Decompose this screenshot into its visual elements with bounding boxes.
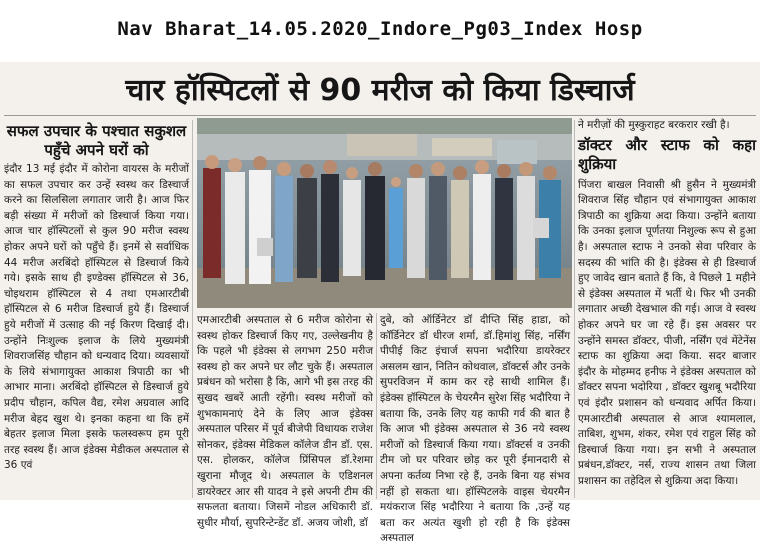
- column-4: [578, 118, 756, 498]
- column-4-lead: ने मरीज़ों की मुस्कुराहट बरकरार रखी है।: [578, 119, 730, 131]
- column-2-text: एमआरटीबी अस्पताल से 6 मरीज कोरोना से स्वस्थ होकर डिस्चार्ज किए गए, उल्लेखनीय है कि पहले भी इंडेक्स से लगभग 250 मरीज स्वस्थ हो कर अपने घर लौट चुके हैं। अस्पताल प्रबंधन को भरोसा है कि, आगे भी इस तरह की सुखद खबरें आती रहेंगी। स्वस्थ मरीजों को शुभकामनाएं देने के लिए आज इंडेक्स अस्पताल परिसर में पूर्व बीजेपी विधायक राजेश सोनकर, इंडेक्स मेडिकल कॉलेज डीन डॉ. एस. एस. होलकर, कॉलेज प्रिंसिपल डॉ.रेशमा खुराना मौजूद थे। अस्पताल के एडिशनल डायरेक्टर आर सी यादव ने इसे अपनी टीम की सफलता बताया। जिसमें नोडल अधिकारी डॉ. सुधीर मौर्या, सुपरिन्टेन्डेंट डॉ. अजय जोशी, डॉ: [197, 314, 373, 529]
- column-3-text: दुबे, को ऑर्डिनेटर डॉ दीप्ति सिंह हाडा, को कॉर्डिनेटर डॉ धीरज शर्मा, डॉ.हिमांशु सिंह, नर्सिंग पीपीई किट इंचार्ज सपना भदौरिया डायरेक्टर असलम खान, नितिन कोथवाल, डॉक्टर्स और उनके सुपरविजन में काम कर रहे साथी शामिल हैं। इंडेक्स हॉस्पिटल के चेयरमैन सुरेश सिंह भदौरिया ने बताया कि, उनके लिए यह काफी गर्व की बात है कि आज भी इंडेक्स अस्पताल से 36 नये स्वस्थ मरीजों को डिस्चार्ज किया गया। डॉक्टर्स व उनकी टीम जो घर परिवार छोड़ कर पूरी ईमानदारी से अपना कर्तव्य निभा रहे हैं, उनके बिना यह संभव नहीं हो सकता था। हॉस्पिटलके वाइस चेयरमैन मयंकराज सिंह भदौरिया ने बताया कि ,उन्हें यह बता कर अत्यंत खुशी हो रही है कि इंडेक्स अस्पताल: [380, 314, 570, 545]
- column-3: [380, 313, 570, 545]
- column-1: [4, 122, 189, 498]
- column-1-text: इंदौर 13 मई इंदौर में कोरोना वायरस के मरीजों का सफल उपचार कर उन्हें स्वस्थ कर डिस्चार्ज करने का सिलसिला लगातार जारी है। आज फिर बड़ी संख्या में मरीजों को डिस्चार्ज किया गया। आज चार हॉस्पिटलों से कुल 90 मरीज स्वस्थ होकर अपने घरों को पहुँचे हैं। इनमें से सर्वाधिक 44 मरीज अरबिंदो हॉस्पिटल से डिस्चार्ज किये गये। इसके साथ ही इण्डेक्स हॉस्पिटल से 36, चोइथराम हॉस्पिटल से 4 तथा एमआरटीबी हॉस्पिटल से 6 मरीज डिस्चार्ज हुये हैं। डिस्चार्ज हुये मरीजों में उत्साह की नई किरण दिखाई दी। उन्होंने निःशुल्क इलाज के लिये मुख्यमंत्री शिवराजसिंह चौहान को धन्यवाद दिया। व्यवसायों के लिये संभागायुक्त आकाश त्रिपाठी का भी आभार माना। अरबिंदो हॉस्पिटल से डिस्चार्ज हुये प्रदीप चौहान, कपिल वैद्य, रमेश अग्रवाल आदि मरीज बेहद खुश थे। इनका कहना था कि हमें बेहतर इलाज मिला इसके फलस्वरूप हम पूरी तरह स्वस्थ हैं। आज इंडेक्स मेडीकल अस्पताल से 36 एवं: [4, 163, 189, 472]
- headline: चार हॉस्पिटलों से 90 मरीज को किया डिस्चार्ज: [125, 72, 635, 108]
- newspaper-clipping: [0, 62, 760, 545]
- column-4-subheading: डॉक्टर और स्टाफ को कहा शुक्रिया: [578, 135, 756, 173]
- clipping-caption: Nav Bharat_14.05.2020_Indore_Pg03_Index Hosp: [117, 18, 643, 40]
- news-photo: [197, 118, 572, 308]
- discharged-patients-photo: [197, 118, 572, 308]
- column-1-subheading: सफल उपचार के पश्चात सकुशल पहुँचे अपने घरों को: [6, 122, 187, 159]
- column-4-text: पिंजरा बाखल निवासी श्री हुसैन ने मुख्यमंत्री शिवराज सिंह चौहान एवं संभागायुक्त आकाश त्रिपाठी का शुक्रिया अदा किया। उन्होंने बताया कि उनका इलाज पूर्णतया निशुल्क रूप से हुआ है। अस्पताल स्टाफ ने उनको सेवा परिवार के सदस्य की भांति की है। इंडेक्स से ही डिस्चार्ज हुए जावेद खान बताते हैं कि, वे पिछले 1 महीने से इंडेक्स अस्पताल में भर्ती थे। फिर भी उनकी लगातार अच्छी देखभाल की गई। आज वे स्वस्थ होकर अपने घर जा रहे हैं। इस अवसर पर उन्होंने समस्त डॉक्टर, पीजी, नर्सिंग एवं मेंटेनेंस स्टाफ का शुक्रिया अदा किया. सदर बाजार इंदौर के मोहम्मद हनीफ ने इंडेक्स अस्पताल को डॉक्टर सपना भदोरिया , डॉक्टर खुशबू भदौरिया एवं इंदौर प्रशासन को धन्यवाद अर्पित किया। एमआरटीबी अस्पताल से आज श्यामलाल, ताबिश, शुभम, शंकर, रमेश एवं राहुल सिंह को डिस्चार्ज किया गया। इन सभी ने अस्पताल प्रबंधन,डॉक्टर, नर्स, राज्य शासन तथा जिला प्रशासन का तहेदिल से शुक्रिया अदा किया।: [578, 178, 756, 487]
- column-divider: [192, 120, 193, 498]
- column-2: [197, 313, 373, 529]
- column-divider: [376, 313, 377, 499]
- headline-rule: [4, 115, 756, 116]
- column-divider: [574, 120, 575, 498]
